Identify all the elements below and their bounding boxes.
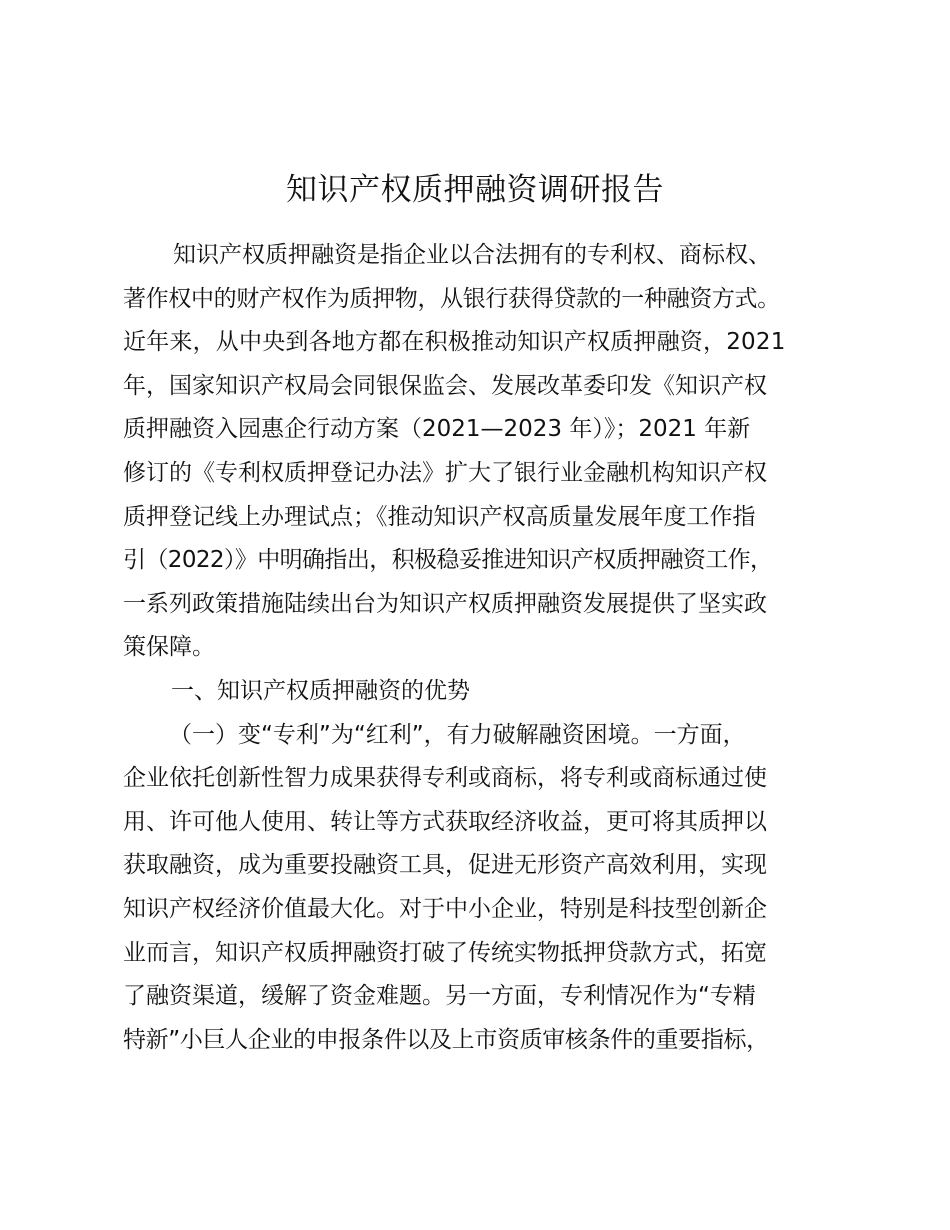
- paragraph-intro: [123, 234, 835, 670]
- text-line: 特新”小巨人企业的申报条件以及上市资质审核条件的重要指标，: [123, 1026, 769, 1053]
- text-line: 业而言，知识产权质押融资打破了传统实物抵押贷款方式，拓宽: [123, 939, 767, 966]
- text-line: 了融资渠道，缓解了资金难题。另一方面，专利情况作为“专精: [123, 983, 756, 1010]
- text-line: 知识产权经济价值最大化。对于中小企业，特别是科技型创新企: [123, 895, 767, 922]
- text-line: 引（2022）》中明确指出，积极稳妥推进知识产权质押融资工作，: [123, 547, 773, 574]
- text-line: 获取融资，成为重要投融资工具，促进无形资产高效利用，实现: [123, 852, 767, 879]
- text-line: 年，国家知识产权局会同银保监会、发展改革委印发《知识产权: [123, 372, 767, 399]
- document-body: [123, 234, 835, 1062]
- section-heading: 一、知识产权质押融资的优势: [171, 677, 470, 704]
- text-line: 著作权中的财产权作为质押物，从银行获得贷款的一种融资方式。: [123, 285, 780, 312]
- text-line: 知识产权质押融资是指企业以合法拥有的专利权、商标权、: [173, 242, 771, 268]
- text-line: 近年来，从中央到各地方都在积极推动知识产权质押融资，2021: [123, 329, 786, 356]
- text-line: 用、许可他人使用、转让等方式获取经济收益，更可将其质押以: [123, 808, 767, 835]
- text-line: 修订的《专利权质押登记办法》扩大了银行业金融机构知识产权: [123, 459, 767, 486]
- text-line: 策保障。: [123, 634, 215, 661]
- paragraph-advantage-1: [123, 714, 835, 1063]
- text-line: 质押融资入园惠企行动方案（2021—2023 年）》；2021 年新: [123, 416, 751, 443]
- text-line: 企业依托创新性智力成果获得专利或商标，将专利或商标通过使: [123, 765, 767, 792]
- document-title: 知识产权质押融资调研报告: [286, 172, 664, 208]
- text-line: （一）变“专利”为“红利”，有力破解融资困境。一方面，: [169, 721, 746, 748]
- text-line: 质押登记线上办理试点；《推动知识产权高质量发展年度工作指: [123, 503, 756, 530]
- text-line: 一系列政策措施陆续出台为知识产权质押融资发展提供了坚实政: [123, 590, 767, 617]
